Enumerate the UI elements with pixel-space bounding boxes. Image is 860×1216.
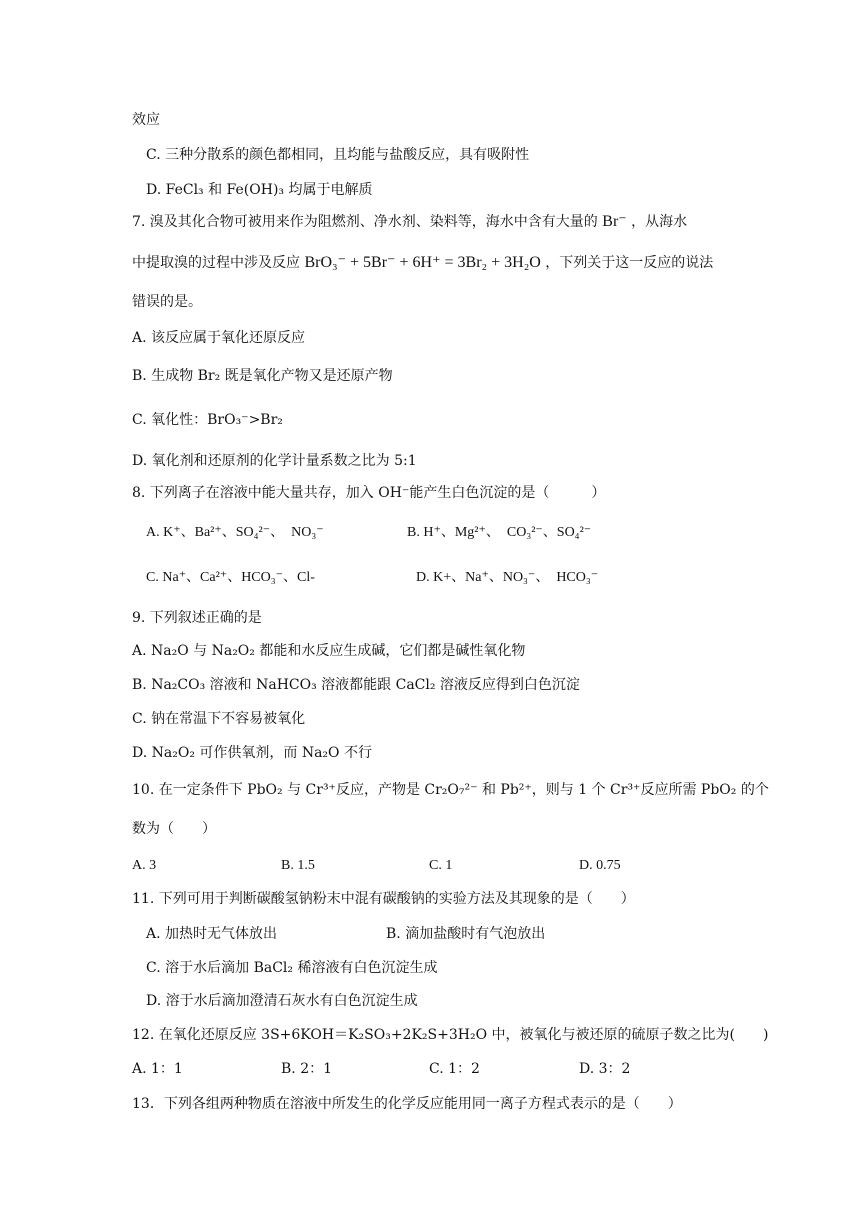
q7-stem-line1 — [132, 212, 687, 232]
q8-option-c: C. Na⁺、Ca²⁺、HCO₃⁻、Cl- — [146, 570, 315, 585]
q12-option-d: D. 3：2 — [579, 1061, 631, 1077]
q13-stem: 13．下列各组两种物质在溶液中所发生的化学反应能用同一离子方程式表示的是（ ） — [132, 1096, 682, 1112]
q9-option-c: C. 钠在常温下不容易被氧化 — [132, 711, 306, 727]
q8-option-a: A. K⁺、Ba²⁺、SO₄²⁻、 NO₃⁻ — [146, 525, 324, 540]
q12-option-a: A. 1：1 — [132, 1061, 183, 1077]
q10-stem-line2: 数为（ ） — [132, 821, 216, 837]
q7-br-ion: Br⁻ — [602, 213, 627, 230]
q9-option-b: B. Na₂CO₃ 溶液和 NaHCO₃ 溶液都能跟 CaCl₂ 溶液反应得到白色沉淀 — [132, 677, 580, 693]
q8-stem: 8. 下列离子在溶液中能大量共存，加入 OH⁻能产生白色沉淀的是（ ） — [132, 485, 606, 501]
q11-option-a: A. 加热时无气体放出 — [146, 926, 278, 942]
q9-option-a: A. Na₂O 与 Na₂O₂ 都能和水反应生成碱，它们都是碱性氧化物 — [132, 643, 526, 659]
q11-option-b: B. 滴加盐酸时有气泡放出 — [386, 926, 546, 942]
q7-equation: BrO₃⁻ + 5Br⁻ + 6H⁺ = 3Br₂ + 3H₂O — [304, 254, 541, 271]
q7-option-a: A. 该反应属于氧化还原反应 — [132, 330, 306, 346]
q7-stem-line3: 错误的是。 — [132, 294, 202, 310]
q7-option-d: D. 氧化剂和还原剂的化学计量系数之比为 5:1 — [132, 453, 417, 469]
q6-option-c: C. 三种分散系的颜色都相同，且均能与盐酸反应，具有吸附性 — [146, 147, 530, 163]
q10-option-a: A. 3 — [132, 858, 157, 873]
q10-option-b: B. 1.5 — [281, 858, 315, 873]
q7-stem-text-b: ，从海水 — [631, 214, 688, 230]
q8-option-b: B. H⁺、Mg²⁺、 CO₃²⁻、SO₄²⁻ — [407, 525, 592, 540]
q7-stem-text2a: 中提取溴的过程中涉及反应 — [132, 255, 300, 271]
q11-option-c: C. 溶于水后滴加 BaCl₂ 稀溶液有白色沉淀生成 — [146, 960, 438, 976]
q6-option-d: D. FeCl₃ 和 Fe(OH)₃ 均属于电解质 — [146, 182, 373, 198]
q7-stem-text2b: ，下列关于这一反应的说法 — [545, 255, 714, 271]
q7-option-c: C. 氧化性：BrO₃⁻>Br₂ — [132, 412, 283, 428]
q11-stem: 11. 下列可用于判断碳酸氢钠粉末中混有碳酸钠的实验方法及其现象的是（ ） — [132, 891, 635, 907]
q6-tail: 效应 — [132, 112, 160, 128]
q12-option-b: B. 2：1 — [281, 1061, 333, 1077]
q9-stem: 9. 下列叙述正确的是 — [132, 610, 262, 626]
q10-stem-line1: 10. 在一定条件下 PbO₂ 与 Cr³⁺反应，产物是 Cr₂O₇²⁻ 和 Pb²⁺，则与 1 个 Cr³⁺反应所需 PbO₂ 的个 — [132, 782, 769, 798]
q9-option-d: D. Na₂O₂ 可作供氧剂，而 Na₂O 不行 — [132, 745, 372, 761]
q12-stem: 12. 在氧化还原反应 3S+6KOH＝K₂SO₃+2K₂S+3H₂O 中，被氧化与被还原的硫原子数之比为( ) — [132, 1027, 769, 1043]
q8-option-d: D. K+、Na⁺、NO₃⁻、 HCO₃⁻ — [416, 570, 599, 585]
q7-stem-line2 — [132, 253, 713, 273]
q10-option-d: D. 0.75 — [579, 858, 621, 873]
q10-option-c: C. 1 — [429, 858, 453, 873]
q11-option-d: D. 溶于水后滴加澄清石灰水有白色沉淀生成 — [146, 993, 418, 1009]
q7-option-b: B. 生成物 Br₂ 既是氧化产物又是还原产物 — [132, 368, 393, 384]
q12-option-c: C. 1：2 — [429, 1061, 480, 1077]
q7-stem-text: 7. 溴及其化合物可被用来作为阻燃剂、净水剂、染料等，海水中含有大量的 — [132, 214, 598, 230]
